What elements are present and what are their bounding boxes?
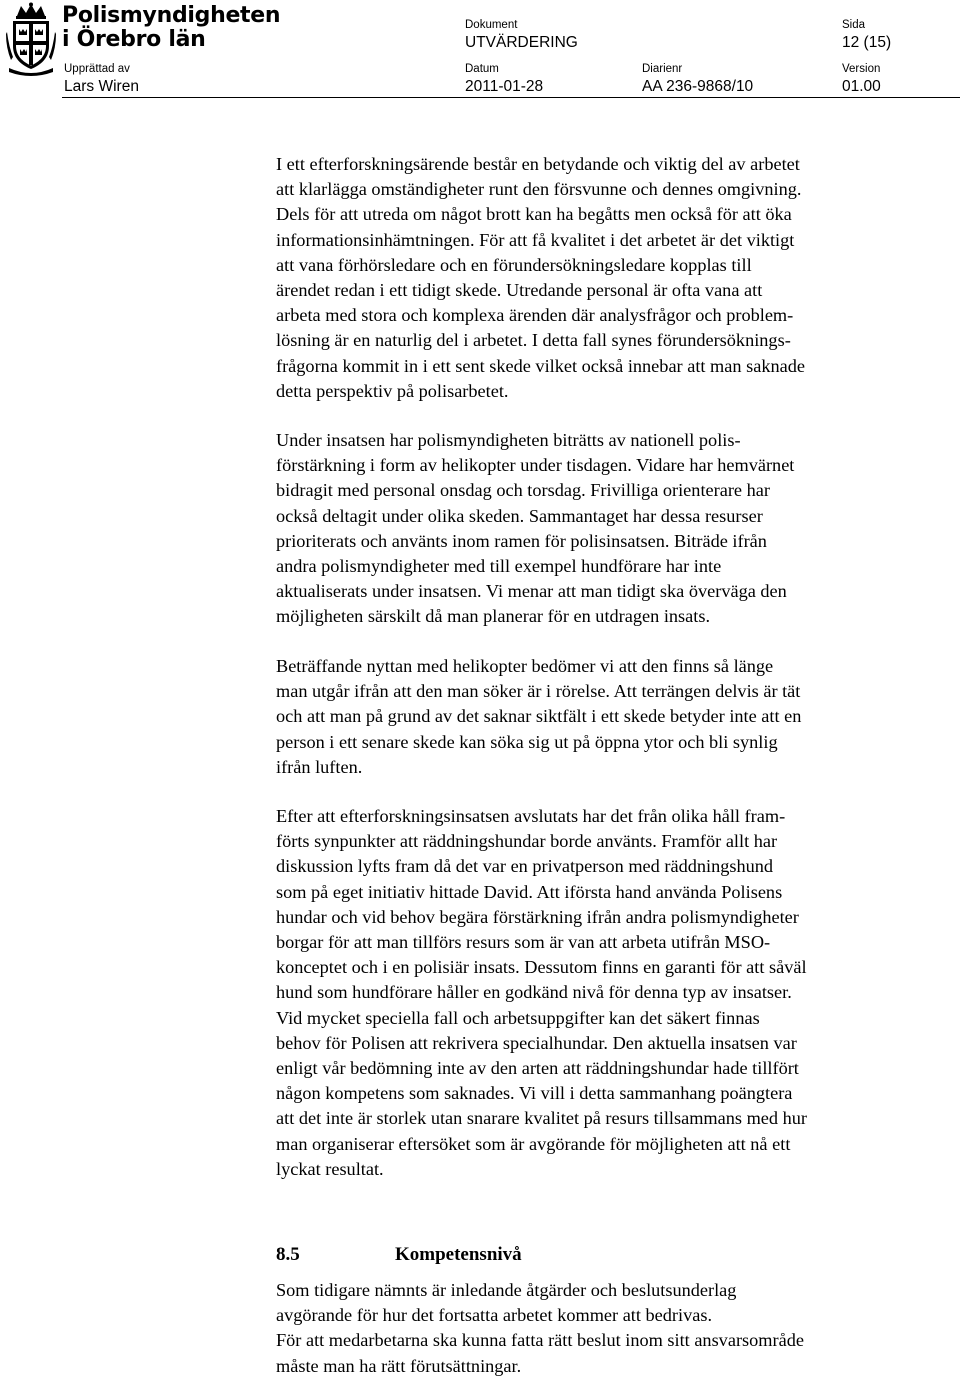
text-line: någon kompetens som saknades. Vi vill i detta sammanhang poängtera xyxy=(276,1083,793,1104)
text-line: lösning är en naturlig del i arbetet. I detta fall synes förundersöknings- xyxy=(276,330,791,351)
text-line: avgörande för hur det fortsatta arbetet kommer att bedrivas. xyxy=(276,1305,713,1326)
text-line: man organiserar eftersöket som är avgörande för möjligheten att nå ett xyxy=(276,1133,791,1154)
police-crest-logo xyxy=(5,2,57,76)
text-line: andra polismyndigheter med till exempel hundförare har inte xyxy=(276,556,722,577)
org-line-2: i Örebro län xyxy=(62,27,206,52)
text-line: att vana förhörsledare och en förundersökningsledare kopplas till xyxy=(276,254,752,275)
text-line: måste man ha rätt förutsättningar. xyxy=(276,1355,522,1376)
text-line: aktualiserats under insatsen. Vi menar att man tidigt ska överväga den xyxy=(276,581,787,602)
text-line: arbeta med stora och komplexa ärenden där analysfrågor och problem- xyxy=(276,305,794,326)
text-line: ärendet redan i ett tidigt skede. Utredande personal är ofta vana att xyxy=(276,280,763,301)
paragraph-1 xyxy=(276,152,926,404)
author-value: Lars Wiren xyxy=(64,78,139,95)
text-line: borgar för att man tillförs resurs som är van att arbeta utifrån MSO- xyxy=(276,932,771,953)
version-value: 01.00 xyxy=(842,78,881,95)
text-line: bidragit med personal onsdag och torsdag. Frivilliga orienterare har xyxy=(276,480,770,501)
text-line: ifrån luften. xyxy=(276,756,363,777)
text-line: enligt vår bedömning inte av den arten att räddningshundar hade tillfört xyxy=(276,1058,799,1079)
date-label: Datum xyxy=(465,63,499,75)
text-line: informationsinhämtningen. För att få kvalitet i det arbetet är det viktigt xyxy=(276,229,795,250)
text-line: frågorna kommit in i ett sent skede vilket också innebar att man saknade xyxy=(276,355,805,376)
text-line: förts synpunkter att räddningshundar borde använts. Framför allt har xyxy=(276,831,778,852)
text-line: Under insatsen har polismyndigheten biträtts av nationell polis- xyxy=(276,430,741,450)
text-line: att det inte är storlek utan snarare kvalitet på resurs tillsammans med hur xyxy=(276,1108,808,1129)
paragraph-4 xyxy=(276,804,926,1182)
org-line-1: Polismyndigheten xyxy=(62,3,281,28)
text-line: hund som hundförare håller en godkänd nivå för denna typ av insatser. xyxy=(276,982,792,1003)
page-value: 12 (15) xyxy=(842,34,892,51)
text-line: Som tidigare nämnts är inledande åtgärder och beslutsunderlag xyxy=(276,1280,737,1300)
text-line: förstärkning i form av helikopter under tisdagen. Vidare har hemvärnet xyxy=(276,455,795,476)
document-value: UTVÄRDERING xyxy=(465,34,578,51)
text-line: prioriterats och använts inom ramen för polisinsatsen. Biträde ifrån xyxy=(276,530,767,551)
text-line: konceptet och i en polisiär insats. Dessutom finns en garanti för att såväl xyxy=(276,957,807,978)
organization-name xyxy=(62,4,280,52)
text-line: För att medarbetarna ska kunna fatta rätt beslut inom sitt ansvarsområde xyxy=(276,1330,804,1351)
diarienr-value: AA 236-9868/10 xyxy=(642,78,754,95)
paragraph-3 xyxy=(276,654,926,780)
section-heading xyxy=(276,1243,522,1267)
text-line: att klarlägga omständigheter runt den försvunne och dennes omgivning. xyxy=(276,179,802,200)
text-line: detta perspektiv på polisarbetet. xyxy=(276,380,509,401)
text-line: hundar och vid behov begära förstärkning ifrån andra polismyndigheter xyxy=(276,906,799,927)
header-divider xyxy=(62,97,960,98)
text-line: möjligheten särskilt då man planerar för en utdragen insats. xyxy=(276,606,711,627)
text-line: lyckat resultat. xyxy=(276,1158,384,1179)
text-line: Dels för att utreda om något brott kan ha begåtts men också för att öka xyxy=(276,204,792,225)
text-line: behov för Polisen att rekrivera specialhundar. Den aktuella insatsen var xyxy=(276,1032,797,1053)
diarienr-label: Diarienr xyxy=(642,63,683,75)
section-title: Kompetensnivå xyxy=(395,1244,522,1265)
text-line: också deltagit under olika skeden. Sammantaget har dessa resurser xyxy=(276,505,763,526)
section-number: 8.5 xyxy=(276,1244,300,1265)
text-line: person i ett senare skede kan söka sig ut på öppna ytor och bli synlig xyxy=(276,731,778,752)
text-line: Efter att efterforskningsinsatsen avslutats har det från olika håll fram- xyxy=(276,806,786,826)
text-line: som på eget initiativ hittade David. Att iförsta hand använda Polisens xyxy=(276,881,783,902)
date-value: 2011-01-28 xyxy=(465,78,544,95)
document-label: Dokument xyxy=(465,19,518,31)
paragraph-2 xyxy=(276,428,926,630)
text-line: Vid mycket speciella fall och arbetsuppgifter kan det säkert finnas xyxy=(276,1007,760,1028)
text-line: man utgår ifrån att den man söker är i rörelse. Att terrängen delvis är tät xyxy=(276,681,801,702)
page-label: Sida xyxy=(842,19,866,31)
text-line: I ett efterforskningsärende består en betydande och viktig del av arbetet xyxy=(276,154,800,174)
author-label: Upprättad av xyxy=(64,63,130,75)
text-line: diskussion lyfts fram då det var en privatperson med räddningshund xyxy=(276,856,774,877)
version-label: Version xyxy=(842,63,881,75)
text-line: och att man på grund av det saknar siktfält i ett skede betyder inte att en xyxy=(276,706,802,727)
text-line: Beträffande nyttan med helikopter bedömer vi att den finns så länge xyxy=(276,656,774,676)
section-paragraph xyxy=(276,1278,926,1379)
